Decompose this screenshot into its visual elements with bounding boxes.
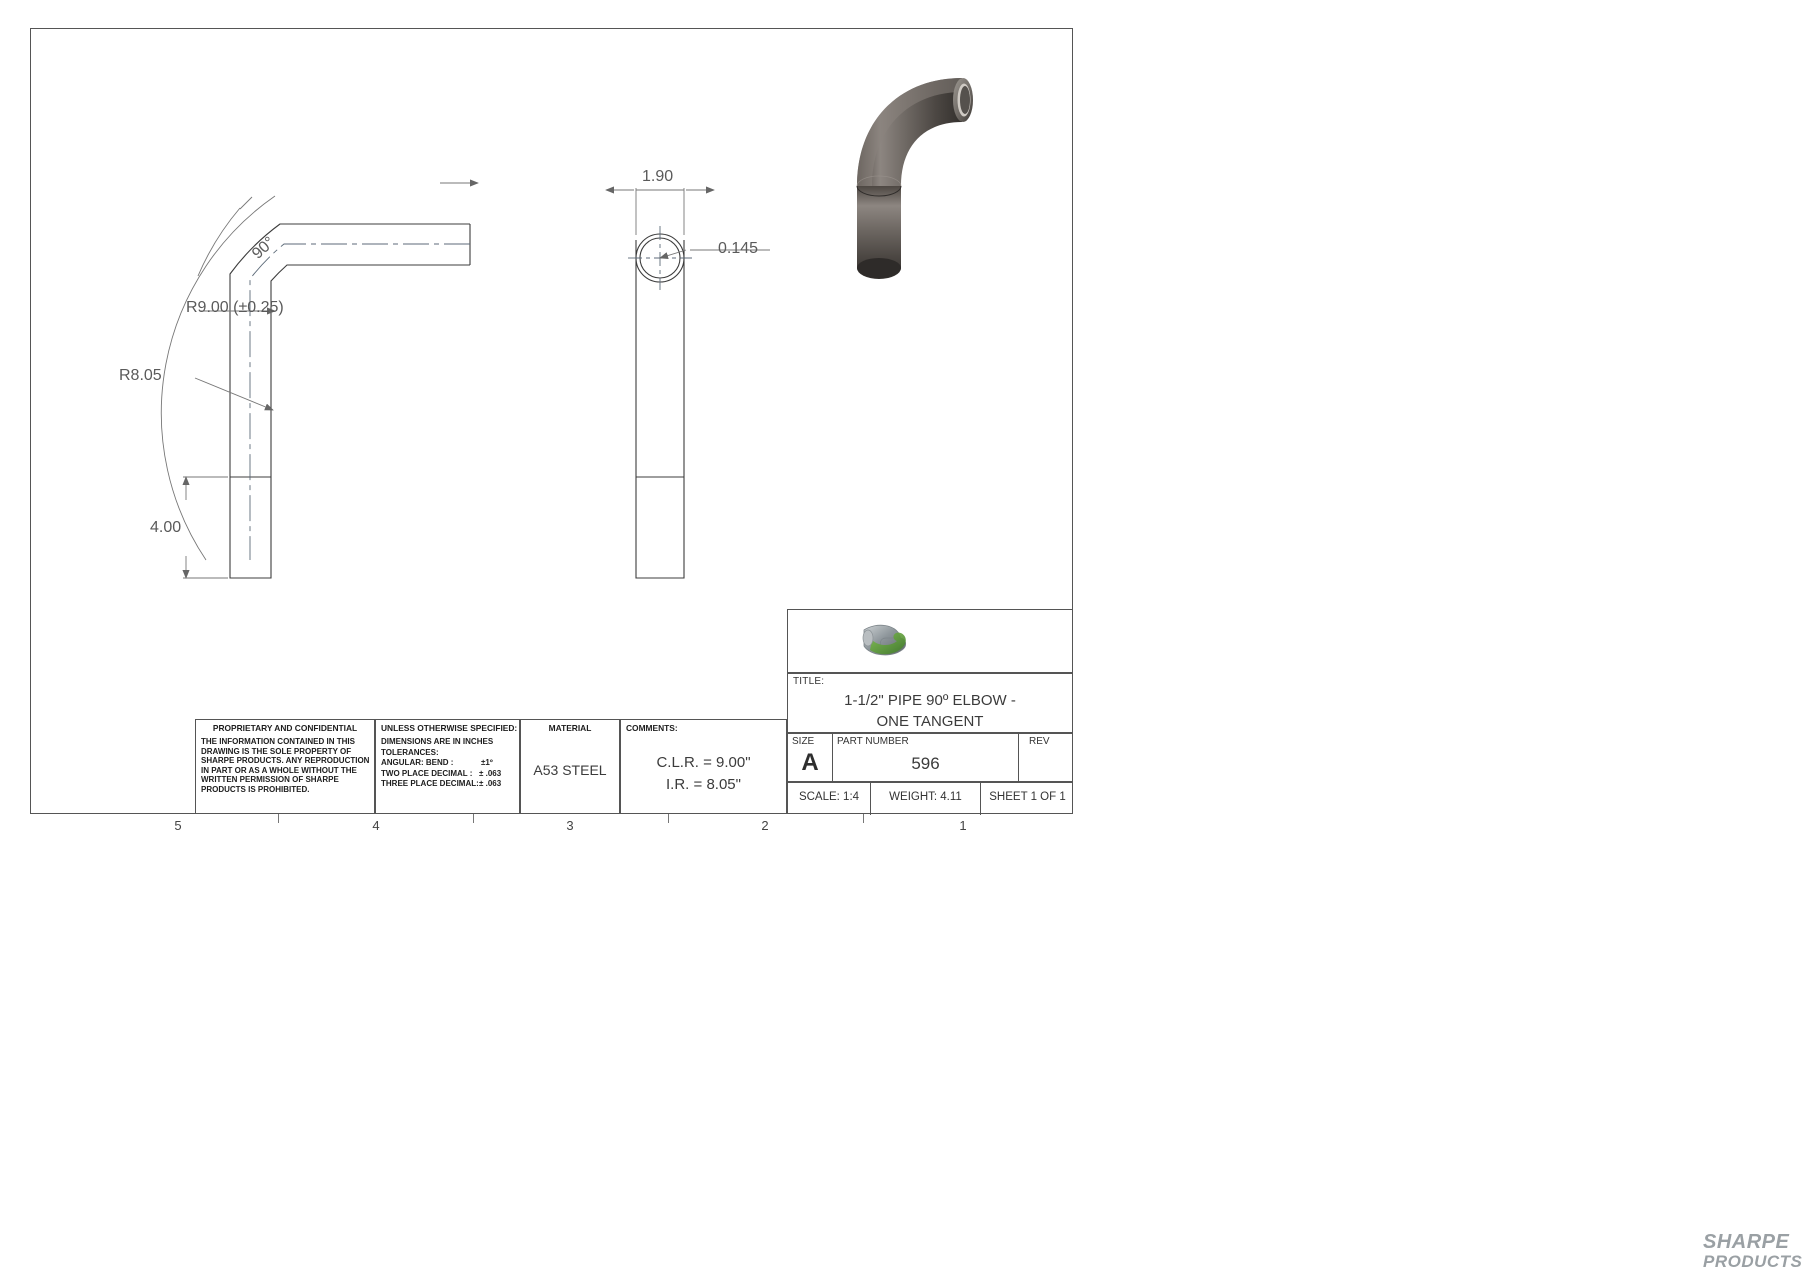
rev-label: REV [1029, 736, 1050, 747]
part-number-value: 596 [911, 754, 940, 773]
title-line-2: ONE TANGENT [876, 713, 984, 730]
material-header: MATERIAL [548, 723, 592, 733]
size-label: SIZE [792, 736, 815, 747]
spec-angular-label: ANGULAR: BEND : [381, 758, 454, 767]
zone-number-5: 5 [174, 818, 182, 833]
comments-header: COMMENTS: [626, 723, 678, 733]
dimension-inside-radius: R8.05 [119, 367, 162, 384]
sheet-value: SHEET 1 OF 1 [989, 791, 1066, 803]
zone-number-3: 3 [566, 818, 574, 833]
proprietary-note-block [195, 719, 375, 814]
title-label: TITLE: [793, 676, 825, 687]
scale-cell [788, 783, 871, 815]
dimension-tangent-length: 4.00 [150, 519, 182, 536]
spec-units: DIMENSIONS ARE IN INCHES [381, 737, 494, 746]
scale-value: SCALE: 1:4 [798, 791, 860, 803]
zone-tick-1 [863, 814, 864, 823]
size-cell [788, 734, 833, 783]
comment-ir: I.R. = 8.05" [666, 776, 741, 793]
title-cell [787, 673, 1073, 733]
title-block-row-identity [787, 733, 1073, 782]
sharpe-products-logo [1643, 1228, 1803, 1276]
spec-three-place-label: THREE PLACE DECIMAL: [381, 779, 479, 788]
dimension-clr-radius: R9.00 (±0.25) [186, 299, 284, 316]
zone-tick-4 [278, 814, 279, 823]
proprietary-body: THE INFORMATION CONTAINED IN THIS DRAWING IS THE SOLE PROPERTY OF SHARPE PRODUCTS. ANY REPRODUCTION IN PART OR AS A WHOLE WITHOUT THE WRITTEN PERMISSION OF SHARPE PRODUCTS IS PROHIBITED. [201, 737, 370, 794]
dimension-bend-angle: 90° [249, 233, 279, 263]
title-block-row-scale [787, 782, 1073, 814]
rev-cell [1019, 734, 1074, 783]
part-number-cell [833, 734, 1019, 783]
size-value: A [801, 749, 819, 776]
spec-header: UNLESS OTHERWISE SPECIFIED: [381, 723, 518, 733]
logo-text-products: PRODUCTS [1703, 1252, 1803, 1271]
title-line-1: 1-1/2" PIPE 90º ELBOW - [844, 692, 1016, 709]
spec-three-place-value: ± .063 [479, 779, 502, 788]
sheet-cell [981, 783, 1074, 815]
dimension-outside-diameter: 1.90 [642, 168, 674, 185]
spec-angular-value: ±1º [481, 758, 493, 767]
comments-block [620, 719, 787, 814]
proprietary-header: PROPRIETARY AND CONFIDENTIAL [212, 723, 358, 733]
spec-two-place-value: ± .063 [479, 768, 502, 778]
zone-number-1: 1 [959, 818, 967, 833]
part-number-label: PART NUMBER [837, 736, 909, 747]
tolerance-note-block [375, 719, 520, 814]
spec-tolerances-label: TOLERANCES: [381, 747, 439, 757]
zone-number-2: 2 [761, 818, 769, 833]
weight-value: WEIGHT: 4.11 [889, 791, 962, 803]
logo-text-sharpe: SHARPE [1703, 1231, 1790, 1253]
zone-tick-3 [473, 814, 474, 823]
spec-two-place-label: TWO PLACE DECIMAL : [381, 768, 473, 778]
material-value: A53 STEEL [533, 762, 607, 778]
zone-number-4: 4 [372, 818, 380, 833]
dimension-wall-thickness: 0.145 [718, 240, 759, 257]
zone-tick-2 [668, 814, 669, 823]
comment-clr: C.L.R. = 9.00" [656, 754, 751, 771]
material-block [520, 719, 620, 814]
weight-cell [871, 783, 981, 815]
